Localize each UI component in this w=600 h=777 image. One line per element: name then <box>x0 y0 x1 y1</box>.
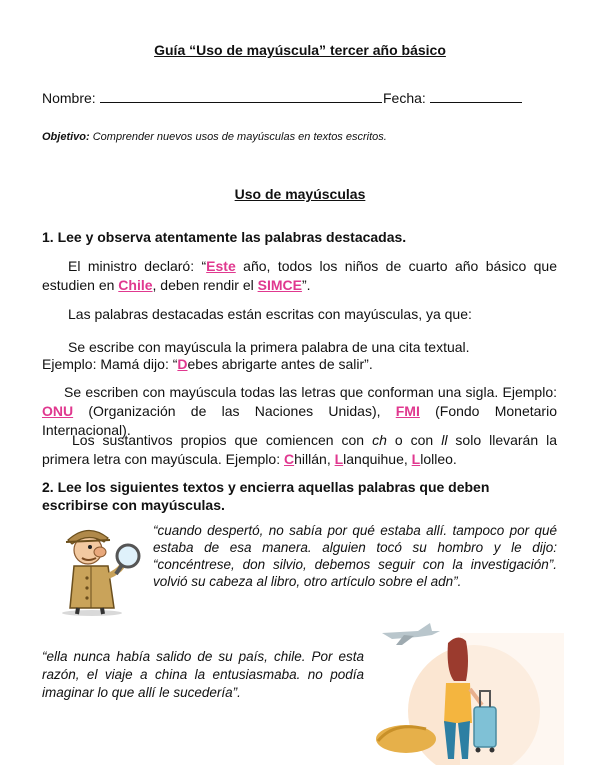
rule-3: Los sustantivos propios que comiencen con ch o con ll solo llevarán la primera letra con mayúscula. Ejemplo: Chillán, Llanquihue, Llolleo. <box>42 432 558 467</box>
objective <box>42 131 387 143</box>
objective-text: Comprender nuevos usos de mayúsculas en textos escritos. <box>89 131 387 143</box>
name-blank[interactable] <box>100 89 382 103</box>
text-2: “ella nunca había salido de su país, chile. Por esta razón, el viaje a china la entusiasmaba. no podía imaginar lo que allí le sucedería”. <box>42 649 364 700</box>
name-label: Nombre: <box>42 90 96 106</box>
date-field-row <box>383 89 522 106</box>
question-2-heading: 2. Lee los siguientes textos y encierra aquellas palabras que deben escribirse con mayúsculas. <box>42 479 490 513</box>
date-blank[interactable] <box>430 89 522 103</box>
example-sentence: El ministro declaró: “Este año, todos los niños de cuarto año básico que estudien en Chile, deben rendir el SIMCE”. <box>42 258 557 293</box>
detective-illustration <box>44 518 144 618</box>
name-field-row <box>42 89 382 106</box>
rules-intro: Las palabras destacadas están escritas con mayúsculas, ya que: <box>68 306 472 322</box>
rule-2: Se escriben con mayúscula todas las letras que conforman una sigla. Ejemplo: ONU (Organización de las Naciones Unidas), FMI (Fondo Monetario Internacional). <box>42 384 557 438</box>
highlighted-word: SIMCE <box>257 277 302 293</box>
objective-label: Objetivo: <box>42 131 90 143</box>
highlighted-word: Chile <box>118 277 153 293</box>
highlighted-word: FMI <box>395 403 420 419</box>
date-label: Fecha: <box>383 90 426 106</box>
traveler-illustration <box>374 613 564 765</box>
highlighted-letter: C <box>284 451 295 467</box>
text-1: “cuando despertó, no sabía por qué estaba allí. tampoco por qué estaba de esa manera. alguien tocó su hombro y le dijo: “concéntrese, don silvio, debemos seguir con la investigación”. volvió su cabeza al libro, otro artículo sobre el adn”. <box>153 523 557 589</box>
page-title: Guía “Uso de mayúscula” tercer año básico <box>154 42 446 58</box>
rule-1: Se escribe con mayúscula la primera palabra de una cita textual. <box>68 339 470 355</box>
highlighted-letter: L <box>411 451 421 467</box>
question-1-heading: 1. Lee y observa atentamente las palabras destacadas. <box>42 229 407 245</box>
highlighted-letter: L <box>334 451 344 467</box>
highlighted-letter: D <box>177 356 188 372</box>
section-title: Uso de mayúsculas <box>234 186 366 202</box>
highlighted-word: Este <box>206 258 236 274</box>
rule-1-example: Ejemplo: Mamá dijo: “Debes abrigarte antes de salir”. <box>42 356 373 372</box>
highlighted-word: ONU <box>42 403 74 419</box>
